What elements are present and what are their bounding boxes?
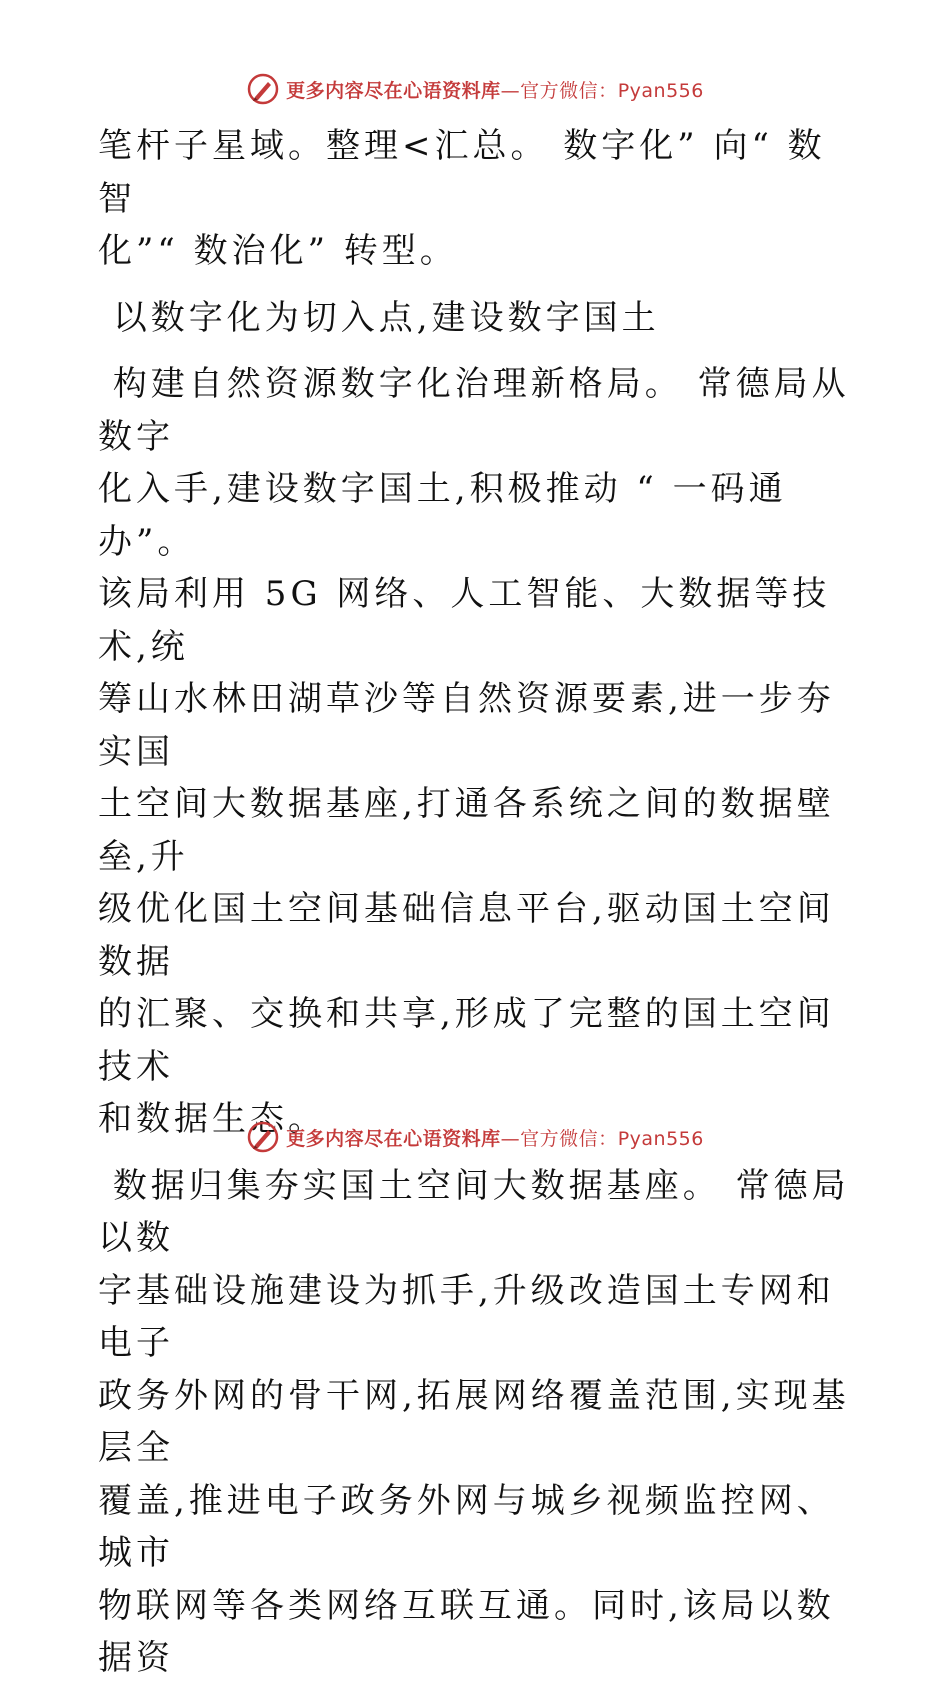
paragraph-3 (98, 1160, 858, 1685)
text-line: 和数据生态。 (98, 1099, 326, 1139)
header-watermark (0, 72, 950, 106)
text-line: 土空间大数据基座,打通各系统之间的数据壁垒,升 (98, 784, 835, 877)
document-body (98, 120, 858, 1685)
footer-watermark (0, 1120, 950, 1154)
text-line: 化入手,建设数字国土,积极推动 “ 一码通办”。 (98, 469, 787, 562)
watermark-text: 更多内容尽在心语资料库 (286, 1127, 501, 1150)
text-line: 级优化国土空间基础信息平台,驱动国土空间数据 (98, 889, 835, 982)
paragraph-1 (98, 120, 858, 278)
text-line: 构建自然资源数字化治理新格局。 常德局从数字 (98, 364, 850, 457)
section-heading (98, 292, 858, 345)
text-line: 筹山水林田湖草沙等自然资源要素,进一步夯实国 (98, 679, 835, 772)
watermark-handle: Pyan556 (617, 1127, 704, 1150)
watermark-separator: —官方微信： (500, 79, 618, 102)
watermark-text: 更多内容尽在心语资料库 (286, 79, 501, 102)
text-line: 笔杆子星域。整理<汇总。 数字化” 向“ 数智 (98, 126, 826, 219)
text-line: 以数字化为切入点,建设数字国土 (98, 297, 660, 338)
watermark-separator: —官方微信： (500, 1127, 618, 1150)
text-line: 物联网等各类网络互联互通。同时,该局以数据资 (98, 1585, 835, 1678)
text-line: 化”“ 数治化” 转型。 (98, 231, 458, 271)
text-line: 覆盖,推进电子政务外网与城乡视频监控网、城市 (98, 1480, 835, 1573)
text-line: 数据归集夯实国土空间大数据基座。 常德局以数 (98, 1165, 850, 1258)
text-line: 该局利用 5G 网络、人工智能、大数据等技术,统 (98, 574, 831, 667)
text-line: 的汇聚、交换和共享,形成了完整的国土空间技术 (98, 994, 835, 1087)
watermark-handle: Pyan556 (617, 79, 704, 102)
pen-logo-icon (246, 72, 280, 106)
text-line: 字基础设施建设为抓手,升级改造国土专网和电子 (98, 1270, 835, 1363)
paragraph-2 (98, 358, 858, 1146)
text-line: 政务外网的骨干网,拓展网络覆盖范围,实现基层全 (98, 1375, 850, 1468)
pen-logo-icon (246, 1120, 280, 1154)
